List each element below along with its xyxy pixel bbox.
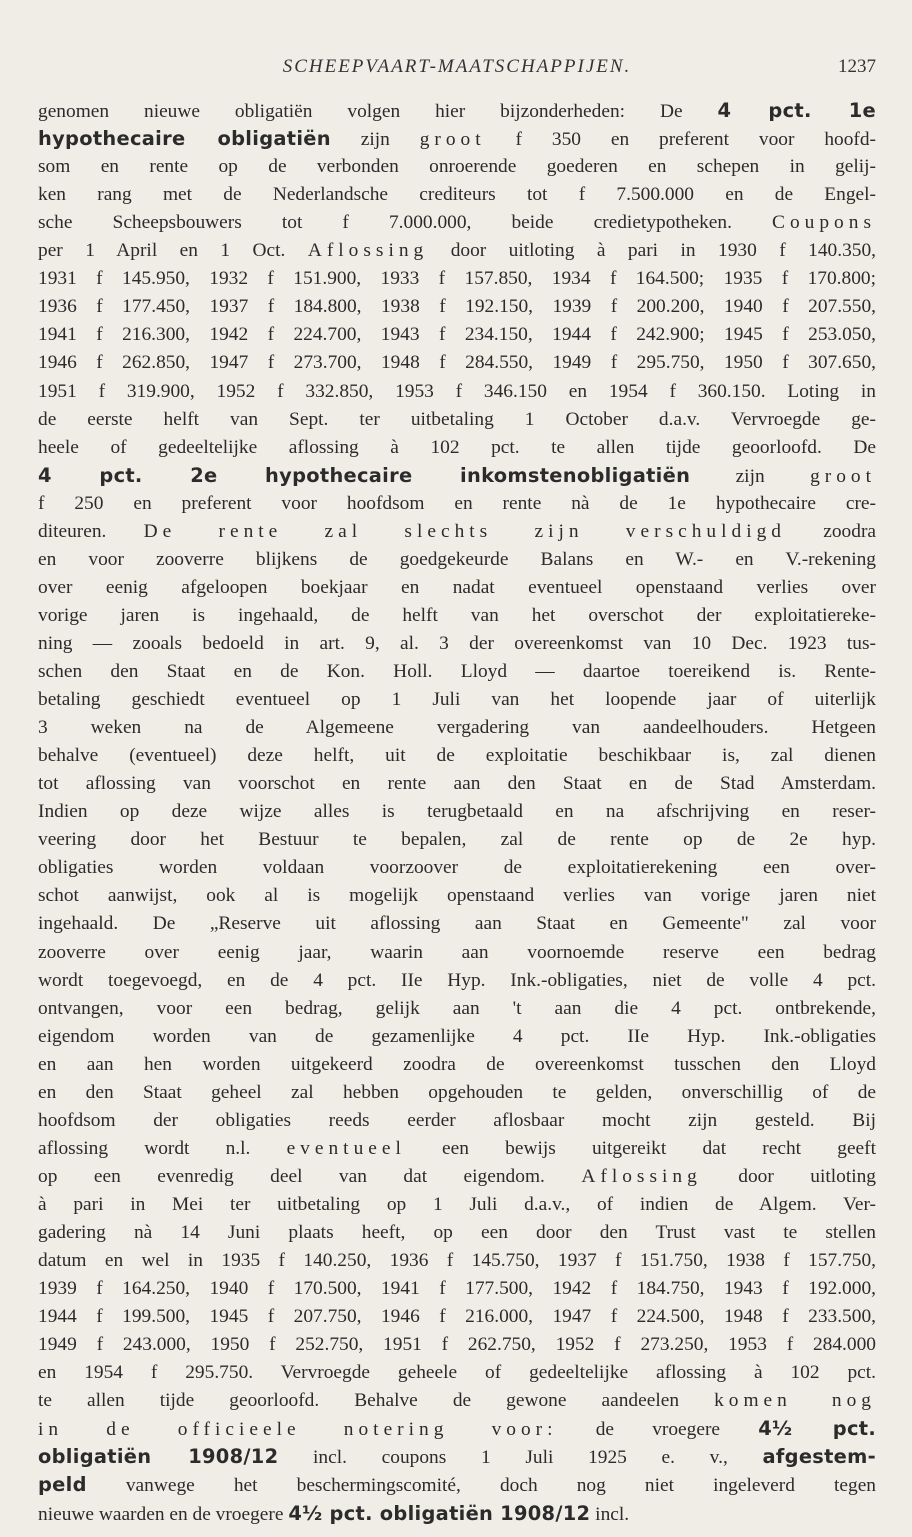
text-line <box>38 1106 876 1136</box>
text-line <box>38 124 876 154</box>
text-run: som en rente op de verbonden onroerende goederen en schepen in gelij- <box>38 156 876 178</box>
text-run: datum en wel in 1935 f 140.250, 1936 f 145.750, 1937 f 151.750, 1938 f 157.750, <box>38 1250 876 1272</box>
text-run: en voor zooverre blijkens de goedgekeurde Balans en W.- en V.-rekening <box>38 548 876 570</box>
text-line <box>38 1442 876 1472</box>
spaced-emphasis-run: groot <box>810 465 876 487</box>
text-run: de vroegere <box>557 1419 759 1441</box>
text-run: tot aflossing van voorschot en rente aan den Staat en de Stad Amsterdam. <box>38 773 876 795</box>
text-line <box>38 741 876 771</box>
text-run: nieuwe waarden en de vroegere <box>38 1503 289 1525</box>
text-line <box>38 180 876 210</box>
text-line <box>38 797 876 827</box>
running-header <box>38 56 876 88</box>
text-run: en 1954 f 295.750. Vervroegde geheele of gedeeltelijke aflossing à 102 pct. <box>38 1362 876 1384</box>
text-line <box>38 1078 876 1108</box>
text-run: vorige jaren is ingehaald, de helft van het overschot der exploitatiereke- <box>38 604 876 626</box>
text-run: heele of gedeeltelijke aflossing à 102 pct. te allen tijde geoorloofd. De <box>38 436 876 458</box>
bold-heading-run: 4 pct. 2e hypothecaire inkomstenobligatiën <box>38 463 691 487</box>
bold-heading-run: afgestem- <box>762 1445 876 1469</box>
text-line <box>38 573 876 603</box>
text-run: incl. <box>590 1503 630 1525</box>
text-run: Indien op deze wijze alles is terugbetaald en na afschrijving en reser- <box>38 801 876 823</box>
text-line <box>38 1162 876 1192</box>
text-line <box>38 1022 876 1052</box>
text-run: 1936 f 177.450, 1937 f 184.800, 1938 f 192.150, 1939 f 200.200, 1940 f 207.550, <box>38 296 876 318</box>
text-run: en den Staat geheel zal hebben opgehouden te gelden, onverschillig of de <box>38 1081 876 1103</box>
text-line <box>38 1302 876 1332</box>
text-line <box>38 685 876 715</box>
spaced-emphasis-run: komen nog <box>714 1390 876 1412</box>
text-run: ontvangen, voor een bedrag, gelijk aan 't aan die 4 pct. ontbrekende, <box>38 997 876 1019</box>
text-run: wordt toegevoegd, en de 4 pct. IIe Hyp. Ink.-obligaties, niet de volle 4 pct. <box>38 969 876 991</box>
text-run: aflossing wordt n.l. <box>38 1137 287 1159</box>
text-run: 1951 f 319.900, 1952 f 332.850, 1953 f 346.150 en 1954 f 360.150. Loting in <box>38 380 876 402</box>
text-run: hoofdsom der obligaties reeds eerder aflosbaar mocht zijn gesteld. Bij <box>38 1109 876 1131</box>
text-run: 3 weken na de Algemeene vergadering van aandeelhouders. Hetgeen <box>38 717 876 739</box>
text-line <box>38 348 876 378</box>
text-run: betaling geschiedt eventueel op 1 Juli van het loopende jaar of uiterlijk <box>38 689 876 711</box>
text-line <box>38 264 876 294</box>
text-line <box>38 1190 876 1220</box>
bold-heading-run: 4½ pct. obligatiën 1908/12 <box>288 1501 591 1525</box>
text-line <box>38 1218 876 1248</box>
text-run: incl. coupons 1 Juli 1925 e. v., <box>278 1447 763 1469</box>
text-run: gadering nà 14 Juni plaats heeft, op een door den Trust vast te stellen <box>38 1222 876 1243</box>
text-run: 1944 f 199.500, 1945 f 207.750, 1946 f 216.000, 1947 f 224.500, 1948 f 233.500, <box>38 1306 876 1328</box>
text-line <box>38 825 876 855</box>
text-line <box>38 320 876 350</box>
text-line <box>38 713 876 743</box>
text-line <box>38 1134 876 1164</box>
text-line <box>38 1499 876 1529</box>
text-run: ingehaald. De „Reserve uit aflossing aan Staat en Gemeente" zal voor <box>38 913 876 935</box>
text-run: zoodra <box>785 520 877 542</box>
spaced-emphasis-run: Aflossing <box>307 240 429 262</box>
text-run: 1949 f 243.000, 1950 f 252.750, 1951 f 262.750, 1952 f 273.250, 1953 f 284.000 <box>38 1334 876 1356</box>
text-run: op een evenredig deel van dat eigendom. <box>38 1165 582 1187</box>
text-line <box>38 769 876 799</box>
text-run: 1941 f 216.300, 1942 f 224.700, 1943 f 234.150, 1944 f 242.900; 1945 f 253.050, <box>38 324 876 346</box>
text-line <box>38 96 876 126</box>
bold-heading-run: peld <box>38 1473 87 1497</box>
text-run: over eenig afgeloopen boekjaar en nadat eventueel openstaand verlies over <box>38 576 876 598</box>
text-run: zooverre over eenig jaar, waarin aan voornoemde reserve een bedrag <box>38 941 876 963</box>
text-line <box>38 657 876 687</box>
text-line <box>38 966 876 996</box>
text-line <box>38 292 876 322</box>
text-run: 1931 f 145.950, 1932 f 151.900, 1933 f 157.850, 1934 f 164.500; 1935 f 170.800; <box>38 268 876 290</box>
text-line <box>38 1246 876 1276</box>
text-line <box>38 1386 876 1416</box>
text-run: per 1 April en 1 Oct. <box>38 240 308 262</box>
text-run: zijn <box>330 129 420 151</box>
text-run: 1939 f 164.250, 1940 f 170.500, 1941 f 177.500, 1942 f 184.750, 1943 f 192.000, <box>38 1278 876 1300</box>
page-number: 1237 <box>838 56 876 77</box>
text-line <box>38 236 876 266</box>
text-run: schot aanwijst, ook al is mogelijk openstaand verlies van vorige jaren niet <box>38 885 876 907</box>
text-line <box>38 208 876 238</box>
text-line <box>38 853 876 883</box>
text-line <box>38 1470 876 1500</box>
text-line <box>38 489 876 519</box>
text-run: ning — zooals bedoeld in art. 9, al. 3 der overeenkomst van 10 Dec. 1923 tus- <box>38 632 876 654</box>
text-run: sche Scheepsbouwers tot f 7.000.000, beide credietypotheken. <box>38 212 773 234</box>
text-line <box>38 517 876 547</box>
spaced-emphasis-run: in de officieele notering voor: <box>38 1419 558 1441</box>
text-line <box>38 881 876 911</box>
text-run: zijn <box>690 465 811 487</box>
text-run: de eerste helft van Sept. ter uitbetaling 1 October d.a.v. Vervroegde ge- <box>38 408 876 430</box>
text-line <box>38 938 876 968</box>
running-title: SCHEEPVAART-MAATSCHAPPIJEN. <box>282 56 632 77</box>
text-run: obligaties worden voldaan voorzoover de exploitatierekening een over- <box>38 857 876 879</box>
text-run: ken rang met de Nederlandsche crediteurs tot f 7.500.000 en de Engel- <box>38 184 876 206</box>
bold-heading-run: 4½ pct. <box>758 1417 876 1441</box>
text-line <box>38 629 876 659</box>
text-run: f 250 en preferent voor hoofdsom en rente nà de 1e hypothecaire cre- <box>38 492 876 514</box>
text-line <box>38 461 876 491</box>
spaced-emphasis-run: De rente zal slechts zijn verschuldigd <box>143 520 786 542</box>
bold-heading-run: hypothecaire obligatiën <box>38 127 331 151</box>
text-run: eigendom worden van de gezamenlijke 4 pct. IIe Hyp. Ink.-obligaties <box>38 1025 876 1047</box>
text-run: door uitloting <box>701 1165 876 1187</box>
text-run: veering door het Bestuur te bepalen, zal de rente op de 2e hyp. <box>38 829 876 851</box>
text-line <box>38 377 876 407</box>
text-line <box>38 1274 876 1304</box>
text-line <box>38 152 876 182</box>
text-line <box>38 545 876 575</box>
text-line <box>38 1050 876 1080</box>
text-run: door uitloting à pari in 1930 f 140.350, <box>428 240 877 262</box>
text-run: genomen nieuwe obligatiën volgen hier bijzonderheden: De <box>38 101 718 122</box>
spaced-emphasis-run: groot <box>419 129 486 151</box>
bold-heading-run: obligatiën 1908/12 <box>38 1445 279 1469</box>
text-line <box>38 1330 876 1360</box>
text-run: en aan hen worden uitgekeerd zoodra de overeenkomst tusschen den Lloyd <box>38 1053 876 1075</box>
text-run: f 350 en preferent voor hoofd- <box>485 129 877 151</box>
bold-heading-run: 4 pct. 1e <box>717 99 876 122</box>
text-line <box>38 909 876 939</box>
text-line <box>38 433 876 463</box>
text-run: een bewijs uitgereikt dat recht geeft <box>405 1137 876 1159</box>
text-run: schen den Staat en de Kon. Holl. Lloyd — daartoe toereikend is. Rente- <box>38 661 876 682</box>
text-run: diteuren. <box>38 520 144 542</box>
text-line <box>38 994 876 1024</box>
text-run: 1946 f 262.850, 1947 f 273.700, 1948 f 284.550, 1949 f 295.750, 1950 f 307.650, <box>38 352 876 374</box>
spaced-emphasis-run: Coupons <box>772 212 876 234</box>
text-run: te allen tijde geoorloofd. Behalve de gewone aandeelen <box>38 1390 715 1412</box>
text-line <box>38 601 876 631</box>
text-line <box>38 1358 876 1388</box>
text-run: vanwege het beschermingscomité, doch nog niet ingeleverd tegen <box>86 1475 876 1497</box>
text-run: à pari in Mei ter uitbetaling op 1 Juli d.a.v., of indien de Algem. Ver- <box>38 1193 876 1215</box>
text-line <box>38 1414 876 1444</box>
spaced-emphasis-run: eventueel <box>286 1137 406 1159</box>
spaced-emphasis-run: Aflossing <box>581 1165 702 1187</box>
text-run: behalve (eventueel) deze helft, uit de exploitatie beschikbaar is, zal dienen <box>38 745 876 767</box>
text-line <box>38 405 876 435</box>
